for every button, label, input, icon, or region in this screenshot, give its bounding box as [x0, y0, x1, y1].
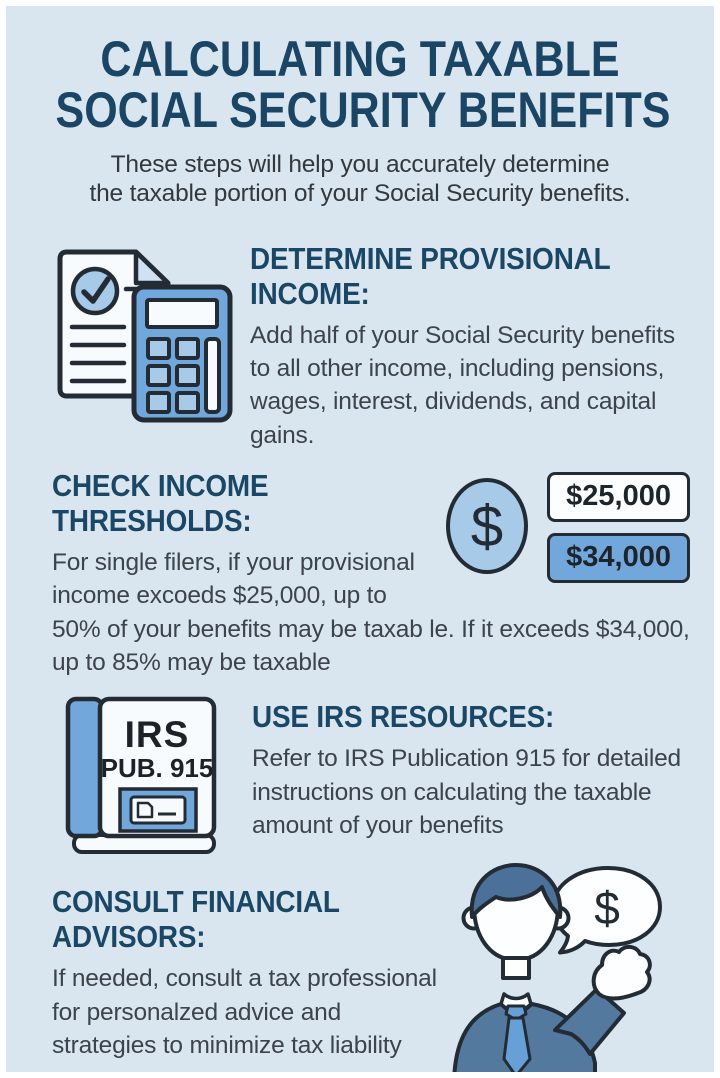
title-line-2: SOCIAL SECURITY BENEFITS [55, 82, 671, 138]
step3-icon-col [62, 693, 252, 862]
step1-text-col [250, 239, 694, 452]
book-spine [68, 699, 102, 836]
coin-dollar-symbol: $ [471, 494, 504, 560]
step1-heading: DETERMINE PROVISIONAL INCOME: [250, 240, 610, 311]
subtitle-line-1: These steps will help you accurately determine [110, 151, 610, 178]
threshold-amount-1: $25,000 [566, 480, 671, 513]
calculator-display [147, 300, 217, 327]
step-provisional-income [50, 239, 694, 452]
open-hand [594, 947, 650, 999]
subtitle [6, 150, 714, 209]
threshold-amount-2: $34,000 [566, 541, 671, 574]
folded-corner [136, 252, 168, 283]
book-title-text: IRS [124, 714, 190, 756]
step1-body: Add half of your Social Security benefits to all other income, including pensions, wages, interest, dividends, and capital gains. [250, 321, 675, 449]
page-title [6, 31, 714, 138]
financial-advisor-icon [449, 856, 711, 1078]
step1-icon-col [50, 239, 250, 452]
step3-text-col [252, 693, 694, 862]
step3-heading: USE IRS RESOURCES: [252, 699, 555, 735]
neck [503, 958, 529, 978]
header [6, 6, 714, 209]
step-financial-advisors [52, 870, 704, 1078]
book-subtitle-text: PUB. 915 [100, 753, 214, 784]
irs-book-icon [62, 693, 220, 857]
check-circle [73, 269, 117, 313]
threshold-box-34000 [547, 533, 690, 583]
step2-heading: CHECK INCOME THRESHOLDS: [52, 468, 269, 539]
title-line-1: CALCULATING TAXABLE [100, 31, 620, 87]
subtitle-line-2: the taxable portion of your Social Security benefits. [89, 180, 631, 208]
step4-icon-col [447, 870, 711, 1078]
step-income-thresholds [52, 468, 690, 679]
step2-body: For single filers, if your provisional income excoeds $25,000, up to 50% of your benefits may be taxab le. If it exceeds $34,000, up to 85% may be taxable [52, 549, 690, 677]
bubble-dollar-symbol: $ [594, 882, 620, 935]
step4-text-col [52, 870, 447, 1078]
step3-body: Refer to IRS Publication 915 for detailed instructions on calculating the taxable amount of your benefits [252, 745, 681, 839]
step4-heading: CONSULT FINANCIAL ADVISORS: [52, 884, 340, 955]
document-calculator-icon [50, 239, 240, 425]
step4-body: If needed, consult a tax professional for personalzed advice and strategies to minimize tax liability [52, 965, 437, 1059]
step-irs-resources [62, 693, 694, 862]
